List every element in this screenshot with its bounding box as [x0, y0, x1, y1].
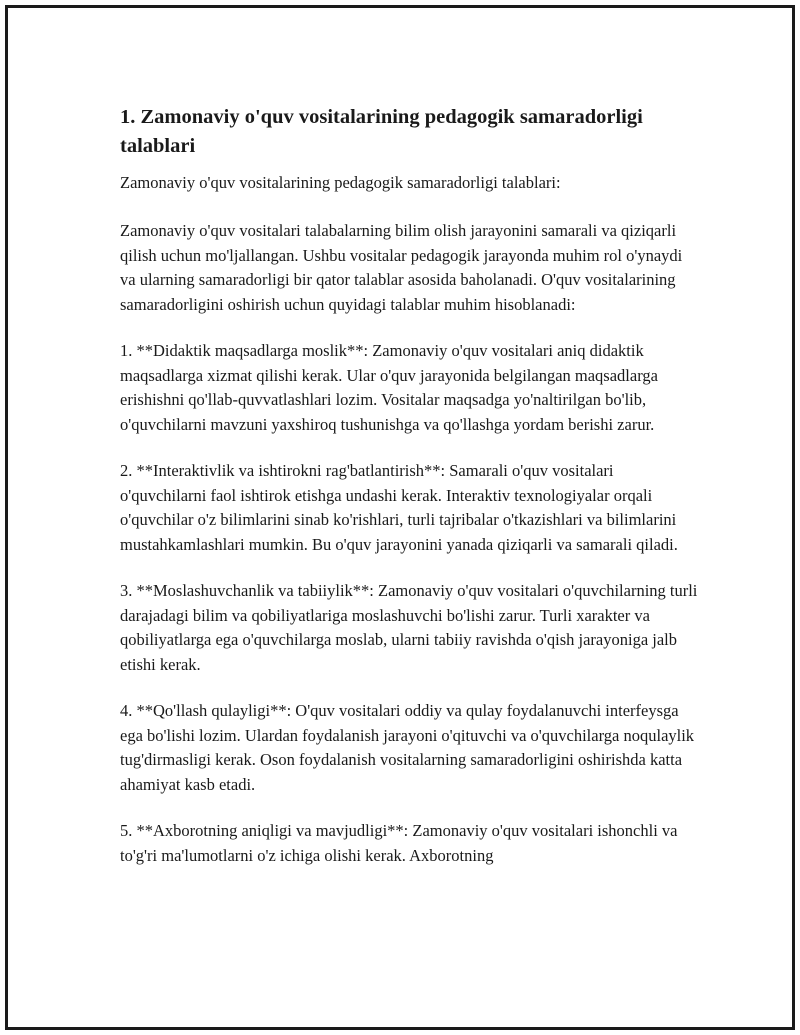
document-body — [120, 103, 700, 890]
document-subtitle: Zamonaviy o'quv vositalarining pedagogik samaradorligi talablari: — [120, 173, 561, 192]
page-frame — [5, 5, 795, 1030]
requirement-paragraph-3: 3. **Moslashuvchanlik va tabiiylik**: Zamonaviy o'quv vositalari o'quvchilarning turli darajadagi bilim va qobiliyatlariga moslashuvchi bo'lishi zarur. Turli xarakter va qobiliyatlarga ega o'quvchilarga moslab, ularni tabiiy ravishda o'qish jarayoniga jalb etishi kerak. — [120, 581, 698, 674]
intro-paragraph: Zamonaviy o'quv vositalari talabalarning bilim olish jarayonini samarali va qiziqarli qilish uchun mo'ljallangan. Ushbu vositalar pedagogik jarayonda muhim rol o'ynaydi va ularning samaradorligi bir qator talablar asosida baholanadi. O'quv vositalarining samaradorligini oshirish uchun quyidagi talablar muhim hisoblanadi: — [120, 221, 683, 314]
requirement-paragraph-1: 1. **Didaktik maqsadlarga moslik**: Zamonaviy o'quv vositalari aniq didaktik maqsadlarga xizmat qilishi kerak. Ular o'quv jarayonida belgilangan maqsadlarga erishishni qo'llab-quvvatlashlari lozim. Vositalar maqsadga yo'naltirilgan bo'lib, o'quvchilarni mavzuni yaxshiroq tushunishga va qo'llashga yordam berishi zarur. — [120, 341, 658, 434]
requirement-paragraph-4: 4. **Qo'llash qulayligi**: O'quv vositalari oddiy va qulay foydalanuvchi interfeysga ega bo'lishi lozim. Ulardan foydalanish jarayoni o'qituvchi va o'quvchilarga noqulaylik tug'dirmasligi kerak. Oson foydalanish vositalarning samaradorligini oshirishda katta ahamiyat kasb etadi. — [120, 701, 695, 794]
requirement-paragraph-2: 2. **Interaktivlik va ishtirokni rag'batlantirish**: Samarali o'quv vositalari o'quvchilarni faol ishtirok etishga undashi kerak. Interaktiv texnologiyalar orqali o'quvchilar o'z bilimlarini sinab ko'rishlari, turli tajribalar o'tkazishlari va bilimlarini mustahkamlashlari mumkin. Bu o'quv jarayonini yanada qiziqarli va samarali qiladi. — [120, 461, 678, 554]
requirement-paragraph-5: 5. **Axborotning aniqligi va mavjudligi**: Zamonaviy o'quv vositalari ishonchli va to'g'ri ma'lumotlarni o'z ichiga olishi kerak. Axborotning — [120, 821, 678, 865]
document-title: 1. Zamonaviy o'quv vositalarining pedagogik samaradorligi talablari — [120, 106, 643, 157]
